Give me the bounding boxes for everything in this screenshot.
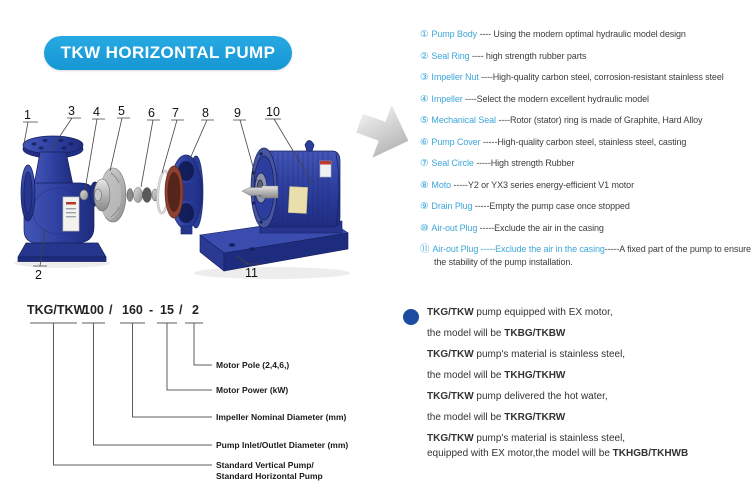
variant-line-2 (427, 327, 753, 340)
item-number-badge: ④ (420, 93, 429, 105)
model-impeller: 160 (122, 303, 143, 317)
part-desc: ----Select the modern excellent hydraulic model (462, 93, 649, 104)
item-number-badge: ⑨ (420, 201, 429, 212)
part-desc: -----High-quality carbon steel, stainless steel, casting (480, 136, 687, 147)
parts-list (420, 28, 754, 268)
item-number-badge: ③ (420, 72, 429, 83)
parts-list-item-9 (420, 200, 754, 213)
item-number-badge: ① (420, 29, 429, 40)
parts-list-item-1 (420, 28, 754, 41)
callout-10: 10 (266, 105, 280, 119)
item-number-badge: ⑩ (420, 222, 429, 234)
part-desc: ---- Using the modern optimal hydraulic model design (477, 29, 686, 39)
model-slash1: / (109, 303, 113, 317)
variant-line-8 (427, 447, 753, 460)
right-arrow-icon (356, 92, 416, 172)
part-name: Air-out Plug (431, 222, 478, 233)
part-desc: -----A fixed part of the pump to ensure the stability of the pump installation. (434, 244, 751, 267)
mechanical-seal-illustration (127, 188, 158, 203)
label-pump-type-2: Standard Horizontal Pump (216, 471, 323, 481)
part-name: Impeller (431, 93, 463, 104)
item-number-badge: ⑦ (420, 158, 429, 169)
part-name: Impeller Nut (431, 72, 479, 82)
model-power: 15 (160, 303, 174, 317)
part-desc-blue: -----Exclude the air in the casing (478, 244, 605, 254)
model-inlet: 100 (83, 303, 104, 317)
callout-4: 4 (93, 105, 100, 119)
text-segment: TKBG/TKBW (504, 328, 566, 339)
part-name: Air-out Plug (432, 244, 479, 254)
variant-line-4 (427, 369, 753, 382)
part-name: Seal Circle (431, 158, 474, 168)
text-segment: TKG/TKW (427, 349, 474, 360)
model-code-diagram (20, 298, 370, 493)
text-segment: the model will be (427, 370, 505, 381)
part-desc: -----Y2 or YX3 series energy-efficient V1 motor (451, 179, 634, 190)
variant-lines (427, 306, 753, 460)
parts-list-item-7 (420, 157, 754, 170)
part-name: Moto (431, 179, 452, 190)
text-segment: pump equipped with EX motor, (473, 307, 613, 318)
callout-7: 7 (172, 106, 179, 120)
variants-block (403, 306, 753, 468)
callout-5: 5 (118, 104, 125, 118)
label-impeller-diam: Impeller Nominal Diameter (mm) (216, 412, 347, 422)
text-segment: TKG/TKW (427, 433, 474, 444)
part-desc: ----High-quality carbon steel, corrosion-resistant stainless steel (478, 72, 724, 82)
callout-9: 9 (234, 106, 241, 120)
part-desc: ---- high strength rubber parts (469, 50, 587, 61)
callout-3: 3 (68, 104, 75, 118)
item-number-badge: ⑧ (420, 179, 429, 191)
part-desc: ----Rotor (stator) ring is made of Graphite, Hard Alloy (495, 115, 703, 125)
model-code-labels (216, 360, 348, 481)
label-motor-power: Motor Power (kW) (216, 385, 289, 395)
text-segment: pump delivered the hot water, (473, 391, 608, 402)
part-name: Drain Plug (431, 201, 473, 211)
text-segment: equipped with EX motor,the model will be (427, 448, 613, 459)
model-pole: 2 (192, 303, 199, 317)
model-dash: - (149, 303, 154, 317)
pump-body-illustration (18, 136, 106, 262)
callout-8: 8 (202, 106, 209, 120)
variant-line-5 (427, 390, 753, 403)
title-banner (44, 36, 292, 70)
parts-list-item-8 (420, 179, 754, 192)
variant-line-1 (427, 306, 753, 319)
label-inlet-diam: Pump Inlet/Outlet Diameter (mm) (216, 440, 349, 450)
variant-line-7 (427, 432, 753, 445)
item-number-badge: ⑪ (420, 244, 430, 255)
page-title: TKW HORIZONTAL PUMP (60, 43, 276, 62)
item-number-badge: ② (420, 50, 429, 62)
parts-list-item-10 (420, 222, 754, 235)
text-segment: the model will be (427, 328, 505, 339)
label-motor-pole: Motor Pole (2,4,6,) (216, 360, 290, 370)
text-segment: pump's material is stainless steel, (473, 433, 626, 444)
item-number-badge: ⑤ (420, 115, 429, 126)
parts-list-item-6 (420, 136, 754, 149)
part-name: Pump Body (431, 29, 478, 39)
part-desc: -----Empty the pump case once stopped (472, 201, 630, 211)
variant-line-6 (427, 411, 753, 424)
text-segment: TKG/TKW (427, 307, 474, 318)
text-segment: the model will be (427, 412, 505, 423)
part-desc: -----Exclude the air in the casing (477, 222, 604, 233)
callout-1: 1 (24, 108, 31, 122)
text-segment: TKHGB/TKHWB (612, 448, 689, 459)
model-series: TKG/TKW (27, 303, 86, 317)
callout-11: 11 (245, 266, 258, 280)
pump-cover-illustration (165, 155, 203, 234)
part-name: Seal Ring (431, 50, 470, 61)
parts-list-item-3 (420, 71, 754, 84)
bullet-icon (403, 309, 419, 325)
variant-line-3 (427, 348, 753, 361)
item-number-badge: ⑥ (420, 136, 429, 148)
text-segment: TKRG/TKRW (504, 412, 566, 423)
callout-2: 2 (35, 268, 42, 282)
model-code-segments (27, 303, 199, 317)
parts-list-item-2 (420, 50, 754, 63)
part-desc: -----High strength Rubber (473, 158, 575, 168)
impeller-illustration (94, 168, 126, 222)
model-tree-lines (30, 323, 212, 465)
callout-6: 6 (148, 106, 155, 120)
parts-list-item-11 (420, 243, 754, 268)
parts-list-item-4 (420, 93, 754, 106)
text-segment: TKG/TKW (427, 391, 474, 402)
part-name: Mechanical Seal (431, 115, 496, 125)
parts-list-item-5 (420, 114, 754, 127)
impeller-nut-illustration (80, 190, 88, 200)
text-segment: pump's material is stainless steel, (473, 349, 626, 360)
label-pump-type-1: Standard Vertical Pump/ (216, 460, 314, 470)
model-slash2: / (179, 303, 183, 317)
text-segment: TKHG/TKHW (504, 370, 566, 381)
part-name: Pump Cover (431, 136, 481, 147)
pump-exploded-diagram (10, 95, 355, 295)
motor-illustration (242, 141, 340, 229)
